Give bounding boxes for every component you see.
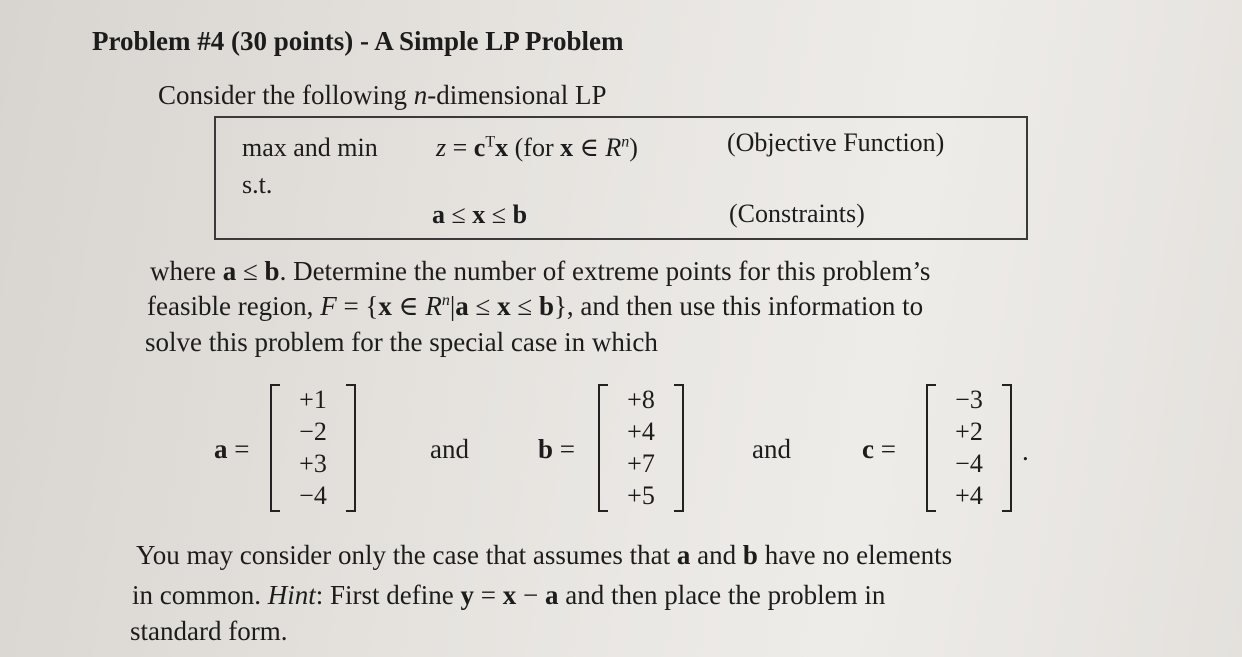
intro-line bbox=[158, 80, 606, 111]
matrix-c bbox=[926, 384, 1012, 512]
t: have no elements bbox=[757, 540, 953, 570]
intro-text-post: -dimensional LP bbox=[427, 80, 607, 110]
t: a bbox=[544, 580, 559, 610]
matrix-b bbox=[598, 384, 684, 512]
var-R: R bbox=[605, 133, 622, 162]
for-close: ) bbox=[629, 133, 638, 162]
t: feasible region, bbox=[147, 291, 321, 321]
lp-st: s.t. bbox=[242, 170, 273, 199]
footer-line-3: standard form. bbox=[130, 616, 288, 646]
t: = bbox=[873, 434, 896, 464]
t: | bbox=[449, 291, 456, 321]
t: n bbox=[441, 292, 450, 309]
objective-label: (Objective Function) bbox=[727, 128, 945, 157]
t: a bbox=[214, 434, 228, 464]
t: ∈ bbox=[391, 291, 426, 321]
matrix-c-entry: −3 bbox=[955, 385, 983, 414]
t: and then place the problem in bbox=[558, 580, 886, 610]
para-line-1 bbox=[150, 256, 930, 287]
t: b bbox=[538, 434, 554, 464]
matrix-b-entry: +7 bbox=[627, 449, 655, 478]
matrix-c-label bbox=[862, 434, 896, 465]
t: and bbox=[690, 540, 743, 570]
intro-n: n bbox=[413, 80, 428, 110]
t: y bbox=[460, 580, 474, 610]
matrix-b-entry: +4 bbox=[627, 417, 655, 446]
matrix-c-entry: +4 bbox=[955, 481, 983, 510]
eq-sign: = bbox=[446, 133, 474, 162]
matrix-b-entry: +8 bbox=[627, 385, 655, 414]
problem-title: Problem #4 (30 points) - A Simple LP Problem bbox=[92, 26, 624, 56]
constraints-label: (Constraints) bbox=[729, 199, 865, 228]
for-open: (for bbox=[508, 133, 561, 162]
matrix-c-entry: +2 bbox=[955, 417, 983, 446]
exp-n: n bbox=[621, 133, 630, 151]
and-1: and bbox=[430, 434, 469, 464]
t: ≤ bbox=[510, 291, 539, 321]
t: b bbox=[538, 291, 554, 321]
t: = { bbox=[336, 291, 379, 321]
footer-line-2 bbox=[132, 580, 885, 611]
in-sign: ∈ bbox=[573, 133, 606, 162]
t: = bbox=[553, 434, 576, 464]
t: x bbox=[502, 580, 517, 610]
le-sign-2: ≤ bbox=[485, 200, 513, 229]
para-line-2 bbox=[147, 291, 923, 322]
matrix-a-entry: +3 bbox=[299, 449, 327, 478]
footer-line-1 bbox=[136, 540, 952, 571]
le-sign: ≤ bbox=[445, 200, 473, 229]
t: = bbox=[227, 434, 250, 464]
matrix-a-label bbox=[214, 434, 249, 465]
intro-text: Consider the following bbox=[158, 80, 414, 110]
para-line-3: solve this problem for the special case in which bbox=[145, 327, 658, 357]
t: F bbox=[320, 291, 337, 321]
var-z: z bbox=[436, 133, 447, 162]
t: ≤ bbox=[468, 291, 498, 321]
lp-objective bbox=[436, 133, 638, 163]
matrix-a-entry: −4 bbox=[299, 481, 327, 510]
matrix-a-entry: −2 bbox=[299, 417, 327, 446]
transpose: T bbox=[485, 133, 496, 151]
t: c bbox=[862, 434, 874, 464]
t: a bbox=[222, 256, 237, 286]
t: ≤ bbox=[236, 256, 265, 286]
and-2: and bbox=[752, 434, 791, 464]
t: a bbox=[455, 291, 469, 321]
t: }, and then use this information to bbox=[553, 291, 924, 321]
t: in common. bbox=[132, 580, 268, 610]
t: . Determine the number of extreme points for this problem’s bbox=[279, 256, 931, 286]
matrix-period: . bbox=[1022, 436, 1029, 466]
var-x: x bbox=[495, 133, 509, 162]
var-b: b bbox=[512, 200, 528, 229]
t: x bbox=[378, 291, 392, 321]
var-x-2: x bbox=[560, 133, 574, 162]
t: where bbox=[150, 256, 223, 286]
var-c: c bbox=[473, 133, 486, 162]
t: = bbox=[474, 580, 503, 610]
t: R bbox=[425, 291, 442, 321]
lp-constraint bbox=[432, 200, 527, 230]
t: x bbox=[497, 291, 511, 321]
t: Hint bbox=[267, 580, 316, 610]
var-x-3: x bbox=[472, 200, 486, 229]
lp-maxmin: max and min bbox=[242, 133, 378, 162]
t: b bbox=[264, 256, 280, 286]
t: a bbox=[676, 540, 691, 570]
matrix-b-label bbox=[538, 434, 575, 465]
t: : First define bbox=[315, 580, 461, 610]
var-a: a bbox=[432, 200, 445, 229]
matrix-a-entry: +1 bbox=[299, 385, 327, 414]
matrix-b-entry: +5 bbox=[627, 481, 655, 510]
t: − bbox=[516, 580, 545, 610]
t: b bbox=[742, 540, 758, 570]
matrix-a bbox=[270, 384, 356, 512]
matrix-c-entry: −4 bbox=[955, 449, 983, 478]
t: You may consider only the case that assumes that bbox=[136, 540, 677, 570]
